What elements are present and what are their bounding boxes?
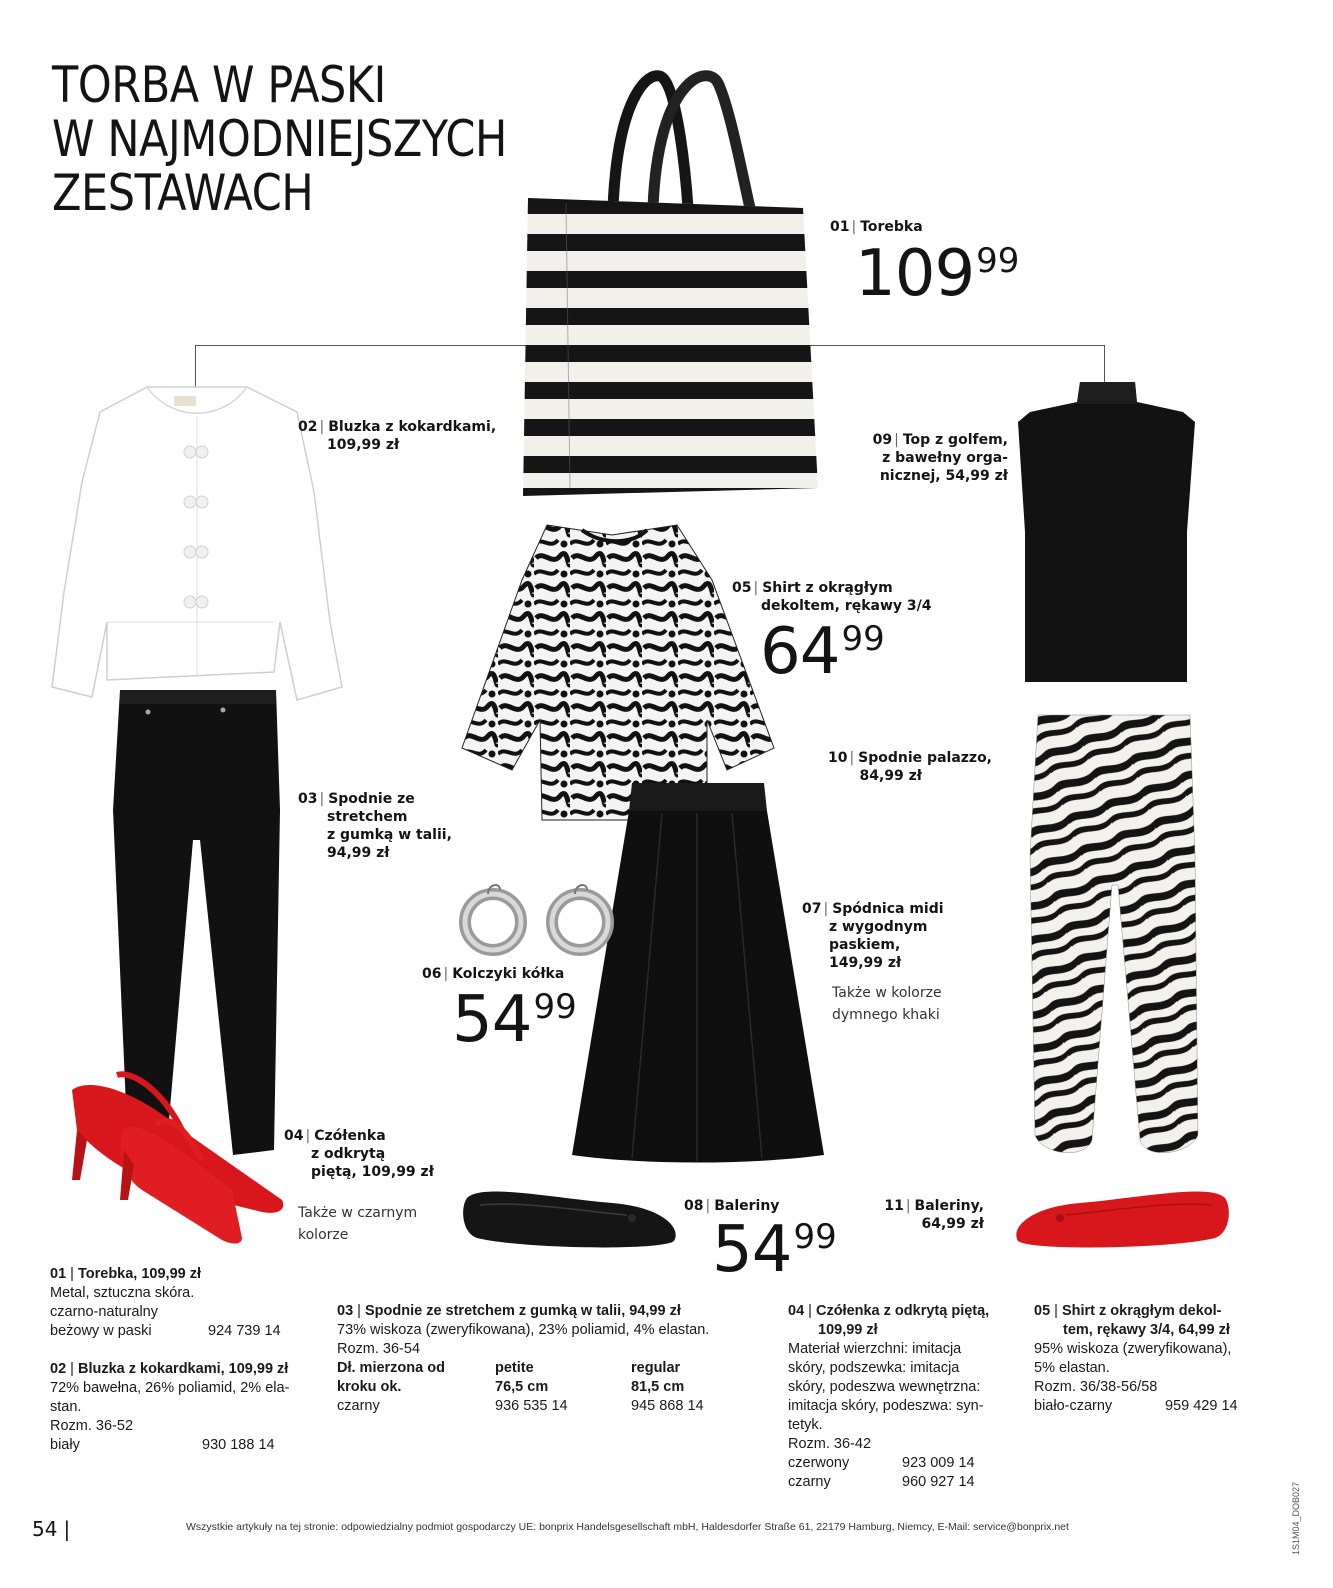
price-05 bbox=[760, 615, 885, 689]
detail-block-01: 01 | Torebka, 109,99 zł Metal, sztuczna skóra. czarno-naturalny beżowy w paski 924 739 14 bbox=[50, 1265, 290, 1341]
detail-line: Rozm. 36-42 bbox=[788, 1436, 872, 1452]
table-header: Dł. mierzona od bbox=[337, 1360, 445, 1376]
detail-number: 04 bbox=[788, 1303, 805, 1319]
detail-heading: Bluzka z kokardkami, 109,99 zł bbox=[77, 1361, 289, 1377]
detail-code: 960 927 14 bbox=[902, 1474, 975, 1490]
detail-block-02: 02 | Bluzka z kokardkami, 109,99 zł 72% bawełna, 26% poliamid, 2% ela- stan. Rozm. 36-52 biały 930 188 14 bbox=[50, 1360, 320, 1455]
hoop-earrings-image[interactable] bbox=[458, 880, 618, 960]
striped-bag-image[interactable] bbox=[518, 58, 818, 503]
product-label-10: 10 | Spodnie palazzo, 84,99 zł bbox=[820, 749, 992, 785]
price-main: 54 bbox=[712, 1213, 792, 1287]
product-name-line: paskiem, bbox=[829, 937, 901, 953]
detail-number: 02 bbox=[50, 1361, 67, 1377]
detail-block-05: 05 | Shirt z okrągłym dekol- tem, rękawy 3/4, 64,99 zł 95% wiskoza (zweryfikowana), 5% elastan. Rozm. 36/38-56/58 biało-czarny 959 429 14 bbox=[1034, 1302, 1274, 1416]
page-number: 54 | bbox=[32, 1517, 71, 1541]
detail-line: Rozm. 36-52 bbox=[50, 1418, 134, 1434]
black-ballerinas-image[interactable] bbox=[462, 1183, 682, 1251]
product-number: 04 bbox=[284, 1128, 304, 1144]
product-note-07 bbox=[832, 982, 942, 1026]
price-cents: 99 bbox=[841, 619, 885, 659]
product-price: 149,99 zł bbox=[829, 955, 902, 971]
table-header: kroku ok. bbox=[337, 1379, 402, 1395]
detail-line: Materiał wierzchni: imitacja bbox=[788, 1341, 962, 1357]
detail-line: Metal, sztuczna skóra. bbox=[50, 1285, 195, 1301]
detail-code: 930 188 14 bbox=[202, 1437, 275, 1453]
detail-color: biało-czarny bbox=[1034, 1398, 1113, 1414]
detail-code: 923 009 14 bbox=[902, 1455, 975, 1471]
detail-line: skóry, podeszwa wewnętrzna: bbox=[788, 1379, 981, 1395]
love-print-shirt-image[interactable] bbox=[462, 520, 774, 825]
product-name: Spodnie ze bbox=[328, 791, 415, 807]
product-number: 05 bbox=[732, 580, 752, 596]
price-main: 64 bbox=[760, 615, 840, 689]
product-number: 10 bbox=[827, 750, 848, 766]
product-price: 64,99 zł bbox=[921, 1216, 984, 1232]
detail-code: 959 429 14 bbox=[1165, 1398, 1238, 1414]
product-name: Spodnie palazzo, bbox=[858, 750, 992, 766]
title-line-2: W NAJMODNIEJSZYCH bbox=[52, 110, 507, 168]
table-header: regular bbox=[631, 1360, 681, 1376]
product-price: 94,99 zł bbox=[327, 845, 390, 861]
title-line-3: ZESTAWACH bbox=[52, 164, 314, 222]
detail-line: Rozm. 36/38-56/58 bbox=[1034, 1379, 1158, 1395]
page-title bbox=[52, 58, 507, 220]
product-name: Bluzka z kokardkami, bbox=[328, 419, 497, 435]
detail-line: skóry, podszewka: imitacja bbox=[788, 1360, 960, 1376]
detail-line: 95% wiskoza (zweryfikowana), bbox=[1034, 1341, 1232, 1357]
product-price: piętą, 109,99 zł bbox=[311, 1164, 434, 1180]
product-price: 109,99 zł bbox=[327, 437, 400, 453]
product-label-03: 03 | Spodnie ze stretchem z gumką w talii, 94,99 zł bbox=[298, 791, 452, 861]
product-label-08: 08 | Baleriny bbox=[684, 1198, 780, 1214]
product-name: Czółenka bbox=[314, 1128, 386, 1144]
detail-line: stan. bbox=[50, 1399, 82, 1415]
product-label-07: 07 | Spódnica midi z wygodnym paskiem, 149,99 zł bbox=[802, 901, 944, 971]
title-line-1: TORBA W PASKI bbox=[52, 56, 386, 114]
product-name: Baleriny, bbox=[914, 1198, 984, 1214]
price-cents: 99 bbox=[533, 987, 577, 1027]
product-label-06: 06 | Kolczyki kółka bbox=[422, 966, 565, 982]
product-label-09: 09 | Top z golfem, z bawełny orga- nicznej, 54,99 zł bbox=[840, 431, 1008, 485]
product-price: 84,99 zł bbox=[859, 768, 922, 784]
product-name-line: z odkrytą bbox=[311, 1146, 386, 1162]
zebra-palazzo-pants-image[interactable] bbox=[1030, 715, 1200, 1165]
product-label-02: 02 | Bluzka z kokardkami, 109,99 zł bbox=[298, 419, 497, 453]
price-cents: 99 bbox=[793, 1217, 837, 1257]
black-midi-skirt-image[interactable] bbox=[572, 783, 824, 1163]
product-name: Shirt z okrągłym bbox=[762, 580, 893, 596]
detail-color: czerwony bbox=[788, 1455, 850, 1471]
detail-code: 945 868 14 bbox=[631, 1398, 704, 1414]
detail-heading: Czółenka z odkrytą piętą, bbox=[815, 1303, 990, 1319]
detail-line: 72% bawełna, 26% poliamid, 2% ela- bbox=[50, 1380, 290, 1396]
price-01 bbox=[855, 237, 1020, 311]
price-main: 109 bbox=[855, 237, 975, 311]
detail-block-04: 04 | Czółenka z odkrytą piętą, 109,99 zł Materiał wierzchni: imitacja skóry, podszewka: imitacja skóry, podeszwa wewnętrzna: imitacja skóry, podeszwa: syn- tetyk. Rozm. 36-42 czerwony 923 009 14 czarny 960 927 14 bbox=[788, 1302, 1028, 1492]
product-name: Spódnica midi bbox=[832, 901, 944, 917]
note-line: dymnego khaki bbox=[832, 1007, 940, 1023]
detail-number: 05 bbox=[1034, 1303, 1051, 1319]
detail-color: beżowy w paski bbox=[50, 1323, 152, 1339]
detail-color: czarny bbox=[788, 1474, 831, 1490]
table-header: petite bbox=[495, 1360, 534, 1376]
product-label-01: 01 | Torebka bbox=[830, 219, 923, 235]
product-number: 01 bbox=[830, 219, 850, 235]
detail-block-03: 03 | Spodnie ze stretchem z gumką w talii, 94,99 zł 73% wiskoza (zweryfikowana), 23% poliamid, 4% elastan. Rozm. 36-54 Dł. mierzona od kroku ok. czarny petite 76,5 cm 936 535 14 regular 81,5 cm 945 868 14 bbox=[337, 1302, 757, 1416]
product-number: 09 bbox=[872, 432, 893, 448]
price-06 bbox=[452, 983, 577, 1057]
note-line: kolorze bbox=[298, 1227, 349, 1243]
table-header: 76,5 cm bbox=[495, 1379, 549, 1395]
black-turtleneck-top-image[interactable] bbox=[1015, 382, 1200, 687]
detail-color: czarny bbox=[337, 1398, 380, 1414]
product-name: Torebka bbox=[860, 219, 923, 235]
product-number: 11 bbox=[884, 1198, 904, 1214]
product-label-05: 05 | Shirt z okrągłym dekoltem, rękawy 3/4 bbox=[732, 580, 932, 614]
price-main: 54 bbox=[452, 983, 532, 1057]
detail-number: 03 bbox=[337, 1303, 354, 1319]
red-ballerinas-image[interactable] bbox=[1008, 1183, 1230, 1251]
product-name: Top z golfem, bbox=[902, 432, 1008, 448]
connector-line-right bbox=[1104, 345, 1105, 385]
detail-line: czarno-naturalny bbox=[50, 1304, 158, 1320]
detail-code: 924 739 14 bbox=[208, 1323, 281, 1339]
product-name-line: stretchem bbox=[327, 809, 408, 825]
detail-line: tetyk. bbox=[788, 1417, 823, 1433]
product-label-11: 11 | Baleriny, 64,99 zł bbox=[880, 1197, 984, 1233]
vertical-code: 1S1M04_DOB027 bbox=[1291, 1481, 1301, 1555]
detail-heading: Spodnie ze stretchem z gumką w talii, 94,99 zł bbox=[364, 1303, 681, 1319]
detail-line: 73% wiskoza (zweryfikowana), 23% poliamid, 4% elastan. bbox=[337, 1322, 710, 1338]
product-name-line: dekoltem, rękawy 3/4 bbox=[761, 598, 932, 614]
detail-line: imitacja skóry, podeszwa: syn- bbox=[788, 1398, 984, 1414]
footer-legal: Wszystkie artykuły na tej stronie: odpowiedzialny podmiot gospodarczy UE: bonprix Handelsgesellschaft mbH, Haldesdorfer Straße 61, 22179 Hamburg, Niemcy, E-Mail: service@bonprix.net bbox=[186, 1521, 1069, 1533]
product-number: 07 bbox=[802, 901, 822, 917]
detail-heading: Torebka, 109,99 zł bbox=[77, 1266, 202, 1282]
detail-color: biały bbox=[50, 1437, 80, 1453]
red-slingback-shoes-image[interactable] bbox=[62, 1070, 287, 1245]
product-price: nicznej, 54,99 zł bbox=[879, 468, 1008, 484]
detail-code: 936 535 14 bbox=[495, 1398, 568, 1414]
product-label-04: 04 | Czółenka z odkrytą piętą, 109,99 zł bbox=[284, 1128, 434, 1180]
product-note-04 bbox=[298, 1202, 417, 1246]
price-cents: 99 bbox=[976, 241, 1020, 281]
product-name-line: z gumką w talii, bbox=[327, 827, 452, 843]
product-number: 06 bbox=[422, 966, 442, 982]
note-line: Także w kolorze bbox=[832, 985, 942, 1001]
note-line: Także w czarnym bbox=[298, 1205, 418, 1221]
detail-heading-line: tem, rękawy 3/4, 64,99 zł bbox=[1063, 1322, 1230, 1338]
detail-line: 5% elastan. bbox=[1034, 1360, 1110, 1376]
detail-heading-line: 109,99 zł bbox=[818, 1322, 878, 1338]
product-number: 02 bbox=[298, 419, 318, 435]
product-name: Baleriny bbox=[714, 1198, 780, 1214]
product-number: 08 bbox=[684, 1198, 704, 1214]
product-name: Kolczyki kółka bbox=[452, 966, 565, 982]
price-08 bbox=[712, 1213, 837, 1287]
product-number: 03 bbox=[298, 791, 318, 807]
detail-heading: Shirt z okrągłym dekol- bbox=[1061, 1303, 1222, 1319]
page-number-value: 54 bbox=[32, 1517, 58, 1541]
product-name-line: z bawełny orga- bbox=[882, 450, 1008, 466]
product-name-line: z wygodnym bbox=[829, 919, 928, 935]
table-header: 81,5 cm bbox=[631, 1379, 685, 1395]
detail-number: 01 bbox=[50, 1266, 67, 1282]
detail-line: Rozm. 36-54 bbox=[337, 1341, 421, 1357]
